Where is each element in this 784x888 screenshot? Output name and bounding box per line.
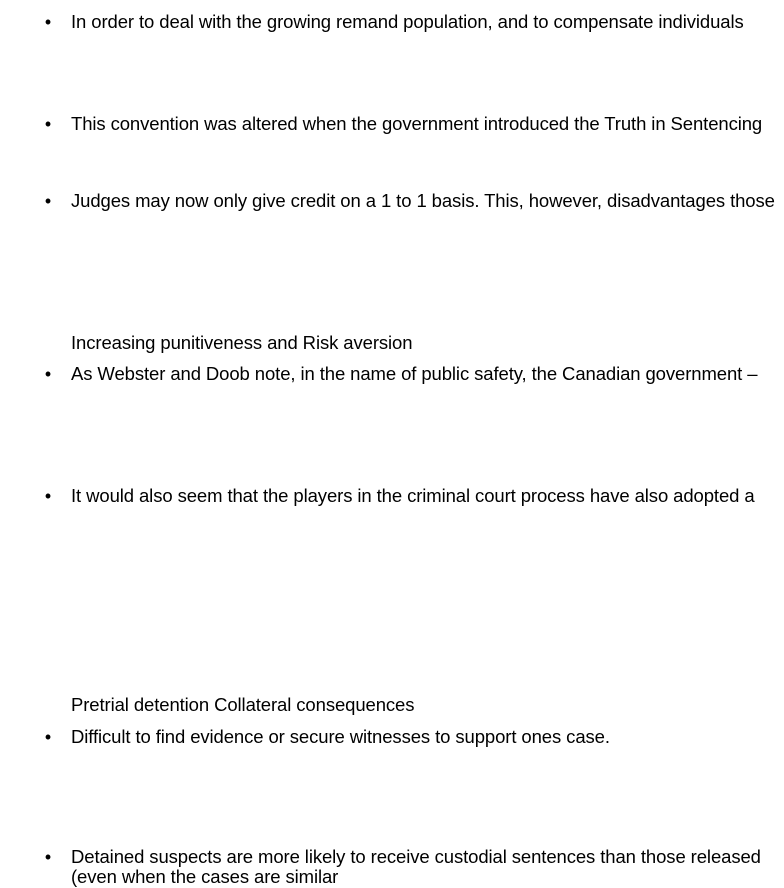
section-heading: Increasing punitiveness and Risk aversion xyxy=(71,332,413,353)
bullet-text: Detained suspects are more likely to receive custodial sentences than those released xyxy=(71,846,761,867)
bullet-marker: • xyxy=(44,12,52,32)
bullet-marker: • xyxy=(44,486,52,506)
bullet-text: In order to deal with the growing remand population, and to compensate individuals xyxy=(71,11,744,32)
bullet-text: As Webster and Doob note, in the name of public safety, the Canadian government – xyxy=(71,363,758,384)
bullet-marker: • xyxy=(44,191,52,211)
bullet-text: Difficult to find evidence or secure witnesses to support ones case. xyxy=(71,726,610,747)
bullet-text: This convention was altered when the government introduced the Truth in Sentencing xyxy=(71,113,763,134)
bullet-marker: • xyxy=(44,114,52,134)
bullet-marker: • xyxy=(44,364,52,384)
bullet-text-continuation: (even when the cases are similar xyxy=(71,866,339,887)
bullet-marker: • xyxy=(44,727,52,747)
section-heading: Pretrial detention Collateral consequences xyxy=(71,694,415,715)
bullet-marker: • xyxy=(44,847,52,867)
bullet-text: It would also seem that the players in the criminal court process have also adopted a xyxy=(71,485,755,506)
bullet-text: Judges may now only give credit on a 1 to 1 basis. This, however, disadvantages those xyxy=(71,190,775,211)
